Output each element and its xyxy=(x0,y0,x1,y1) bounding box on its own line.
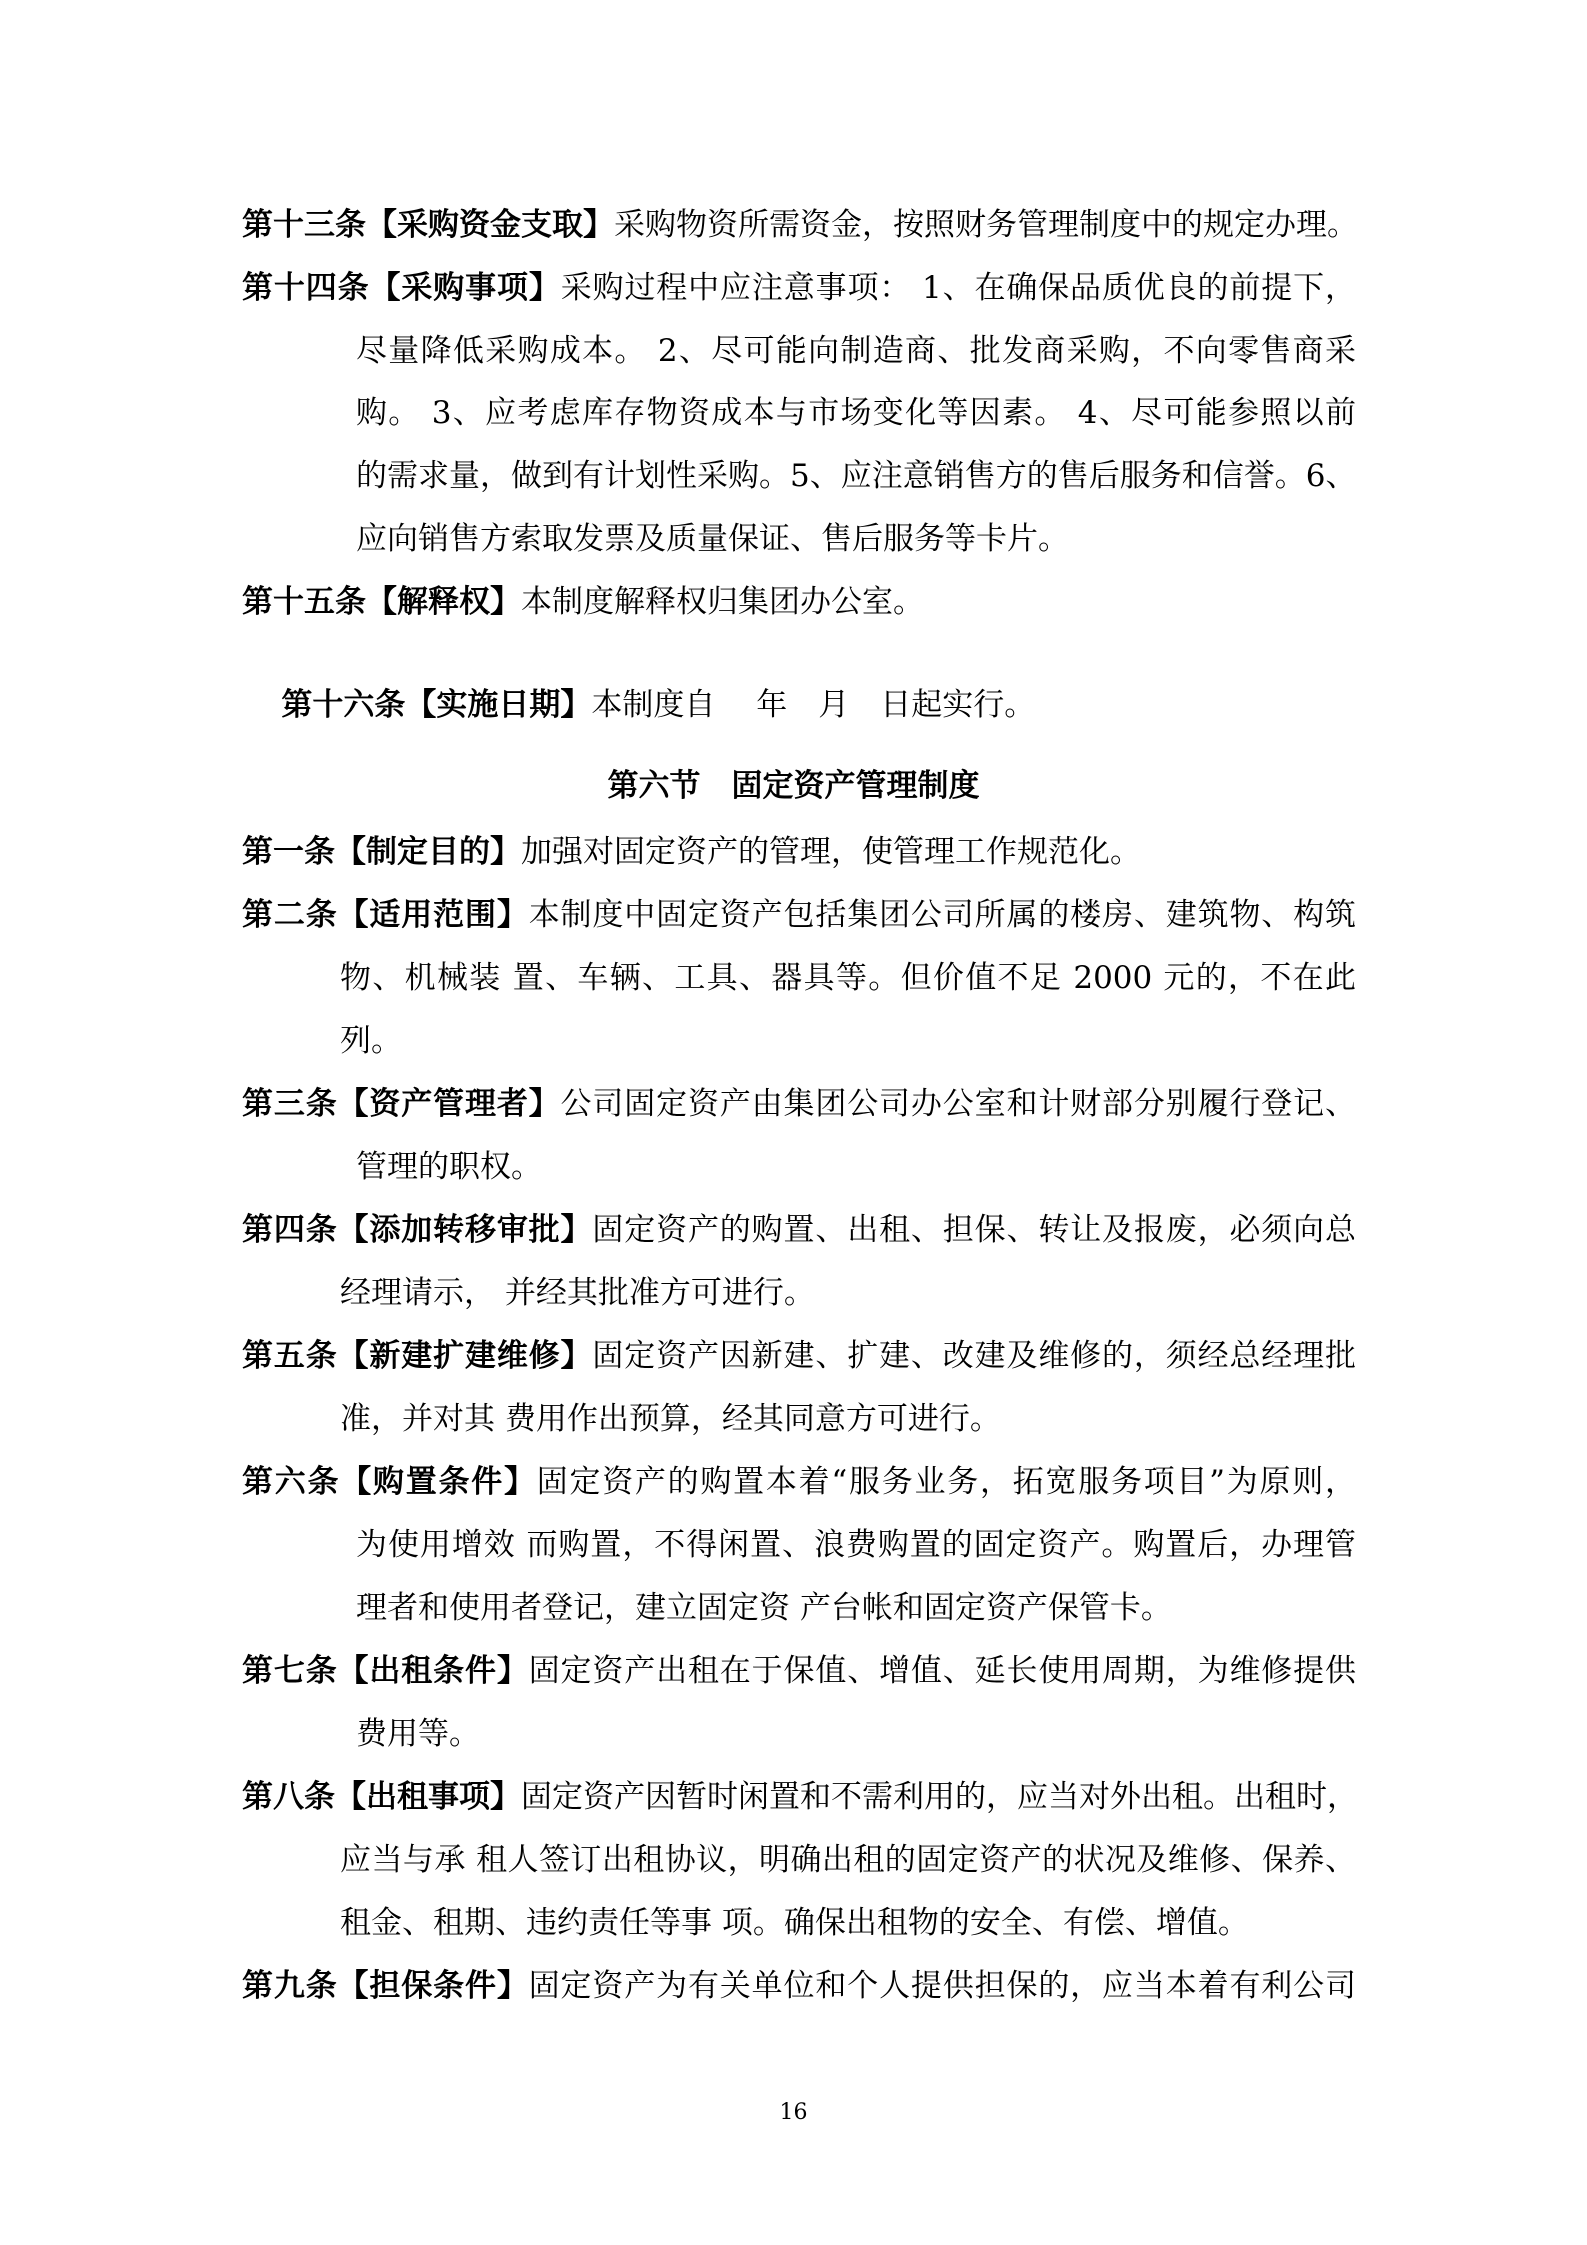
article-continuation-line: 的需求量，做到有计划性采购。5、应注意销售方的售后服务和信誉。6、 xyxy=(356,458,1357,494)
article-label: 第四条【添加转移审批】 xyxy=(242,1212,593,1248)
article-text: 采购物资所需资金，按照财务管理制度中的规定办理。 xyxy=(614,207,1358,243)
article-text: 采购过程中应注意事项： 1、在确保品质优良的前提下， xyxy=(560,270,1357,306)
article-text: 本制度中固定资产包括集团公司所属的楼房、建筑物、构筑 xyxy=(528,897,1357,933)
article-text: 加强对固定资产的管理，使管理工作规范化。 xyxy=(521,834,1141,870)
article-continuation-line: 费用等。 xyxy=(356,1716,480,1752)
article-label: 第三条【资产管理者】 xyxy=(242,1086,561,1122)
article-text: 固定资产因暂时闲置和不需利用的，应当对外出租。出租时， xyxy=(521,1779,1358,1815)
article-text: 固定资产出租在于保值、增值、延长使用周期，为维修提供 xyxy=(528,1653,1357,1689)
article-text: 本制度自 年 月 日起实行。 xyxy=(591,687,1036,723)
article-5 xyxy=(242,1336,1356,1376)
article-14 xyxy=(242,268,1356,308)
article-label: 第六条【购置条件】 xyxy=(242,1464,537,1500)
article-continuation-line: 准，并对其 费用作出预算，经其同意方可进行。 xyxy=(340,1401,1001,1437)
article-continuation-line: 租金、租期、违约责任等事 项。确保出租物的安全、有偿、增值。 xyxy=(340,1905,1249,1941)
article-label: 第十四条【采购事项】 xyxy=(242,270,561,306)
page-number: 16 xyxy=(779,2100,808,2125)
article-8 xyxy=(242,1777,1356,1817)
article-2 xyxy=(242,895,1356,935)
article-4 xyxy=(242,1210,1356,1250)
article-label: 第十五条【解释权】 xyxy=(242,584,521,620)
article-16 xyxy=(242,645,1356,723)
article-15 xyxy=(242,582,1356,622)
article-3 xyxy=(242,1084,1356,1124)
article-7 xyxy=(242,1651,1356,1691)
article-label: 第十三条【采购资金支取】 xyxy=(242,207,614,243)
article-label: 第八条【出租事项】 xyxy=(242,1779,521,1815)
article-label: 第二条【适用范围】 xyxy=(242,897,529,933)
article-continuation-line: 应向销售方索取发票及质量保证、售后服务等卡片。 xyxy=(356,521,1069,557)
article-continuation-line: 经理请示， 并经其批准方可进行。 xyxy=(340,1275,815,1311)
article-13 xyxy=(242,205,1356,245)
article-continuation-line: 列。 xyxy=(340,1023,402,1059)
article-text: 固定资产为有关单位和个人提供担保的，应当本着有利公司 xyxy=(528,1968,1357,2004)
article-continuation-line: 物、机械装 置、车辆、工具、器具等。但价值不足 2000 元的，不在此 xyxy=(340,960,1356,996)
article-1 xyxy=(242,832,1356,872)
article-text: 固定资产的购置、出租、担保、转让及报废，必须向总 xyxy=(592,1212,1357,1248)
article-9 xyxy=(242,1966,1356,2006)
section-title: 第六节 固定资产管理制度 xyxy=(607,768,980,804)
article-continuation-line: 尽量降低采购成本。 2、尽可能向制造商、批发商采购，不向零售商采 xyxy=(356,333,1356,369)
article-6 xyxy=(242,1462,1356,1502)
article-continuation-line: 理者和使用者登记，建立固定资 产台帐和固定资产保管卡。 xyxy=(356,1590,1172,1626)
article-continuation-line: 管理的职权。 xyxy=(356,1149,542,1185)
article-label: 第七条【出租条件】 xyxy=(242,1653,529,1689)
article-continuation-line: 应当与承 租人签订出租协议，明确出租的固定资产的状况及维修、保养、 xyxy=(340,1842,1356,1878)
article-label: 第一条【制定目的】 xyxy=(242,834,521,870)
article-text: 固定资产的购置本着“服务业务，拓宽服务项目”为原则， xyxy=(536,1464,1356,1500)
article-label: 第十六条【实施日期】 xyxy=(281,687,592,723)
article-text: 公司固定资产由集团公司办公室和计财部分别履行登记、 xyxy=(560,1086,1356,1122)
article-continuation-line: 购。 3、应考虑库存物资成本与市场变化等因素。 4、尽可能参照以前 xyxy=(356,395,1356,431)
article-label: 第九条【担保条件】 xyxy=(242,1968,529,2004)
article-text: 本制度解释权归集团办公室。 xyxy=(521,584,924,620)
article-continuation-line: 为使用增效 而购置，不得闲置、浪费购置的固定资产。购置后，办理管 xyxy=(356,1527,1356,1563)
article-text: 固定资产因新建、扩建、改建及维修的，须经总经理批 xyxy=(592,1338,1357,1374)
article-label: 第五条【新建扩建维修】 xyxy=(242,1338,593,1374)
